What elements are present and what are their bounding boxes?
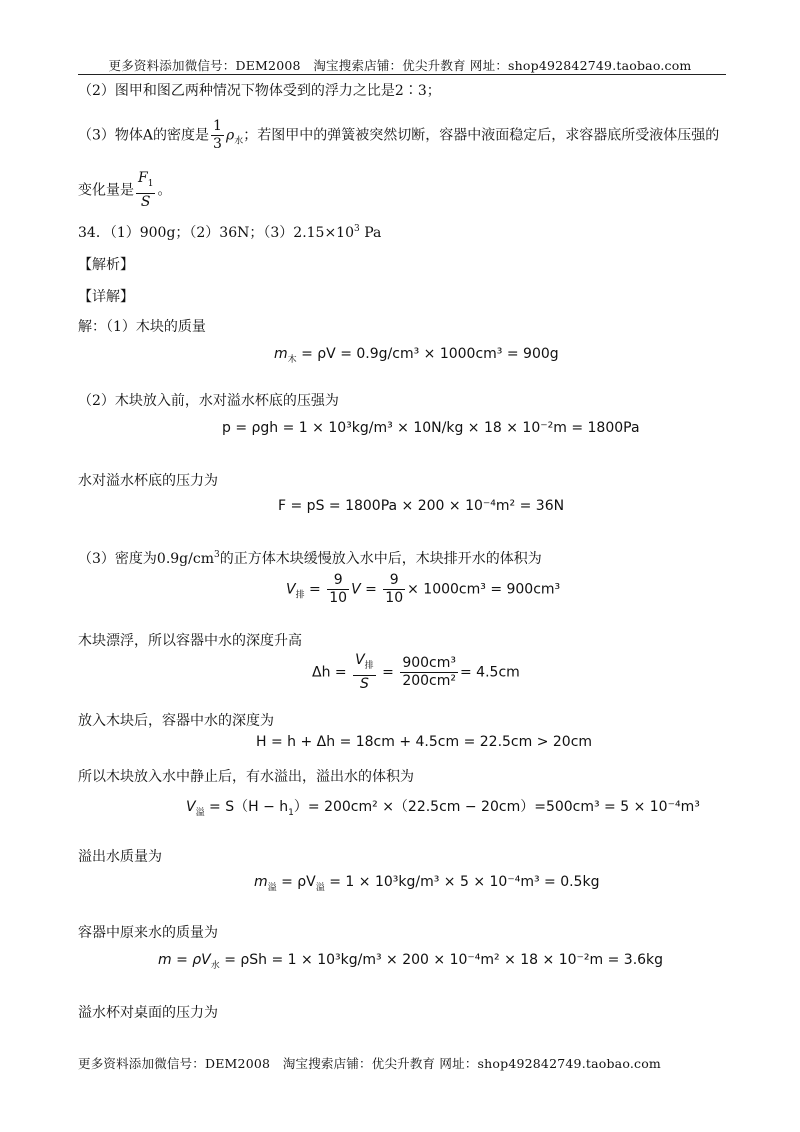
fraction-nine-tenths bbox=[327, 572, 349, 607]
eq-lhs: m = ρV bbox=[158, 952, 211, 968]
answer-line-3 bbox=[78, 118, 719, 153]
answer-line-2: （2）图甲和图乙两种情况下物体受到的浮力之比是2∶3； bbox=[78, 83, 441, 99]
section-detail: 【详解】 bbox=[78, 289, 134, 305]
eq-rest: = ρSh = 1 × 10³kg/m³ × 200 × 10⁻⁴m² × 18 × 10⁻²m = 3.6kg bbox=[219, 952, 664, 968]
solution-step-2: （2）木块放入前，水对溢水杯底的压强为 bbox=[78, 393, 339, 409]
q34-answer-unit: Pa bbox=[359, 225, 382, 241]
fraction-denominator: 200cm² bbox=[402, 673, 456, 689]
eq-lhs: m bbox=[254, 874, 268, 890]
fraction-numerator-sub: 排 bbox=[364, 661, 374, 671]
equation-depth-rise: Δh = $\frac{V_排}{S}$ = $\frac{\text{900cm³}}{\text{200cm²}}$ = 4.5cm bbox=[312, 652, 520, 692]
answer-line-4-text-a: 变化量是 bbox=[78, 182, 134, 199]
fraction-denominator: S bbox=[140, 194, 151, 210]
solution-step-3 bbox=[78, 548, 542, 568]
eq-rest: = ρV = 0.9g/cm³ × 1000cm³ = 900g bbox=[296, 346, 559, 362]
answer-line-3-text-b: ；若图甲中的弹簧被突然切断，容器中液面稳定后，求容器底所受液体压强的 bbox=[243, 127, 720, 144]
eq-lhs-sub: 排 bbox=[295, 590, 305, 601]
section-analysis: 【解析】 bbox=[78, 257, 134, 273]
q34-answer-exp: 3 bbox=[354, 224, 360, 234]
equation-displaced-volume: $V_排$ = $\frac{9}{10}$ V = $\frac{9}{10}$ × 1000cm³ = 900cm³ bbox=[286, 572, 561, 606]
eq-mid: = ρV bbox=[276, 874, 316, 890]
fraction-nine-tenths-2 bbox=[383, 572, 405, 607]
fraction-denominator: 10 bbox=[329, 590, 348, 606]
eq-rest-1: = S（H − h bbox=[204, 799, 289, 815]
step-3-text-b: 的正方体木块缓慢放入水中后，木块排开水的体积为 bbox=[219, 551, 542, 567]
equation-overflow-mass bbox=[254, 874, 599, 893]
equation-pressure: p = ρgh = 1 × 10³kg/m³ × 10N/kg × 18 × 10⁻²m = 1800Pa bbox=[222, 420, 640, 436]
solution-step-3c: 放入木块后，容器中水的深度为 bbox=[78, 713, 274, 729]
eq-rest: = 1 × 10³kg/m³ × 5 × 10⁻⁴m³ = 0.5kg bbox=[324, 874, 600, 890]
solution-step-3d: 所以木块放入水中静止后，有水溢出，溢出水的体积为 bbox=[78, 769, 414, 785]
q34-answer-text: 34．（1）900g；（2）36N；（3）2.15×10 bbox=[78, 225, 355, 241]
eq-lhs-sub: 木 bbox=[287, 355, 297, 365]
fraction-numerator: F bbox=[138, 170, 148, 186]
fraction-denominator: 3 bbox=[213, 136, 222, 152]
fraction-900-over-200 bbox=[400, 655, 458, 690]
solution-step-3b: 木块漂浮，所以容器中水的深度升高 bbox=[78, 633, 302, 649]
header-divider bbox=[78, 74, 726, 75]
solution-step-3g: 溢水杯对桌面的压力为 bbox=[78, 1005, 218, 1021]
equation-overflow-volume bbox=[186, 796, 700, 818]
step-3-text-a: （3）密度为0.9g/cm bbox=[78, 551, 214, 567]
step-3-exp: 3 bbox=[213, 550, 220, 560]
eq-mid: V = bbox=[351, 581, 382, 598]
equation-original-water-mass bbox=[158, 952, 663, 971]
fraction-v-over-s bbox=[353, 652, 376, 693]
page-footer: 更多资料添加微信号：DEM2008 淘宝搜索店铺：优尖升教育 网址：shop492842749.taobao.com bbox=[78, 1056, 661, 1071]
solution-step-3f: 容器中原来水的质量为 bbox=[78, 925, 218, 941]
eq-lhs: m bbox=[274, 346, 288, 362]
eq-lhs: Δh = bbox=[312, 664, 352, 681]
eq-lhs-sub: 水 bbox=[210, 961, 220, 971]
equation-new-depth: H = h + Δh = 18cm + 4.5cm = 22.5cm > 20cm bbox=[256, 734, 593, 750]
fraction-numerator-sub: 1 bbox=[147, 179, 154, 189]
rho-symbol: ρ bbox=[225, 127, 235, 144]
eq-rest: = 4.5cm bbox=[460, 664, 520, 681]
eq-rest: × 1000cm³ = 900cm³ bbox=[407, 581, 561, 598]
fraction-numerator: 900cm³ bbox=[402, 655, 456, 671]
fraction-numerator: 1 bbox=[213, 118, 222, 134]
solution-step-3e: 溢出水质量为 bbox=[78, 849, 162, 865]
eq-mid-sub: 溢 bbox=[315, 883, 325, 893]
solution-step-1: 解：（1）木块的质量 bbox=[78, 319, 206, 335]
equation-force: F = pS = 1800Pa × 200 × 10⁻⁴m² = 36N bbox=[278, 498, 565, 514]
fraction-denominator: S bbox=[359, 676, 369, 692]
fraction-one-third bbox=[211, 118, 224, 153]
answer-line-3-text-a: （3）物体A的密度是 bbox=[78, 127, 210, 144]
page-header: 更多资料添加微信号：DEM2008 淘宝搜索店铺：优尖升教育 网址：shop492842749.taobao.com bbox=[108, 58, 692, 73]
eq-lhs: V bbox=[286, 581, 296, 598]
equation-mass-wood bbox=[274, 346, 559, 365]
eq-lhs-sub: 溢 bbox=[267, 883, 277, 893]
question-34-answer bbox=[78, 222, 381, 242]
eq-rest-2: ）= 200cm² ×（22.5cm − 20cm）=500cm³ = 5 × 10⁻⁴m³ bbox=[293, 799, 700, 815]
fraction-numerator: 9 bbox=[383, 572, 405, 590]
rho-subscript: 水 bbox=[234, 136, 244, 147]
fraction-numerator: V bbox=[355, 652, 365, 668]
fraction-f1-over-s bbox=[136, 170, 155, 211]
answer-line-4 bbox=[78, 170, 171, 211]
solution-step-2b: 水对溢水杯底的压力为 bbox=[78, 473, 218, 489]
eq-lhs-sub: 溢 bbox=[195, 808, 205, 818]
eq-sub-2: 1 bbox=[288, 808, 294, 818]
answer-line-4-text-b: 。 bbox=[157, 182, 172, 199]
fraction-numerator: 9 bbox=[327, 572, 349, 590]
fraction-denominator: 10 bbox=[385, 590, 404, 606]
eq-lhs: V bbox=[186, 799, 196, 815]
